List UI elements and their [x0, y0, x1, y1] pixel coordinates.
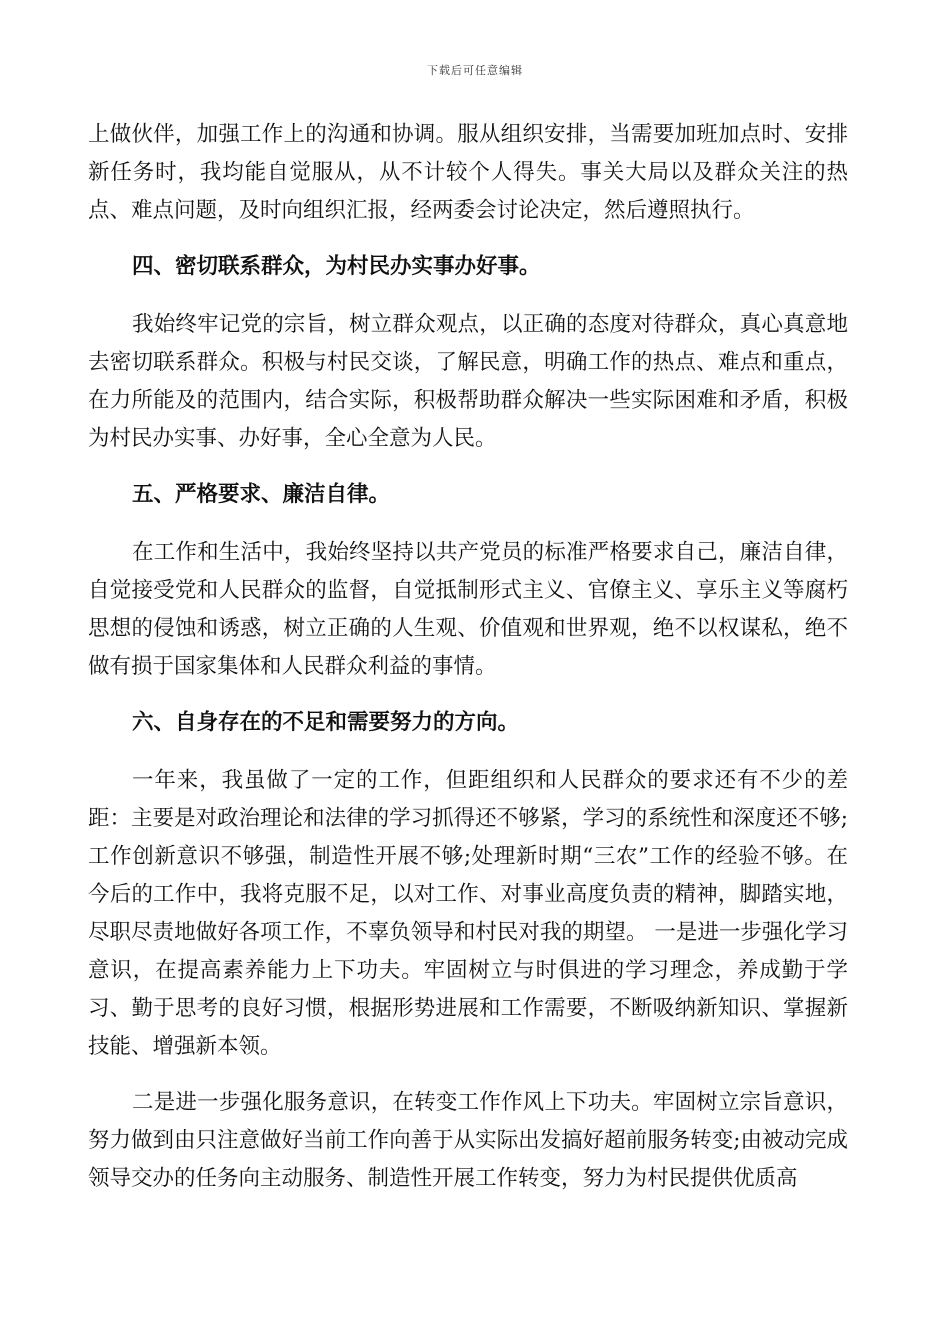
paragraph-continuation: 上做伙伴，加强工作上的沟通和协调。服从组织安排，当需要加班加点时、安排新任务时，我均能自觉服从，从不计较个人得失。事关大局以及群众关注的热点、难点问题，及时向组织汇报，经两委会讨论决定，然后遵照执行。 — [88, 122, 848, 223]
paragraph-gap — [88, 514, 848, 534]
document-body — [88, 116, 848, 1198]
paragraph-gap — [88, 1066, 848, 1084]
paragraph-section-5: 在工作和生活中，我始终坚持以共产党员的标准严格要求自己，廉洁自律，自觉接受党和人民群众的监督，自觉抵制形式主义、官僚主义、享乐主义等腐朽思想的侵蚀和诱惑，树立正确的人生观、价值观和世界观，绝不以权谋私，绝不做有损于国家集体和人民群众利益的事情。 — [88, 540, 848, 679]
paragraph-service-awareness: 二是进一步强化服务意识，在转变工作作风上下功夫。牢固树立宗旨意识，努力做到由只注意做好当前工作向善于从实际出发搞好超前服务转变;由被动完成领导交办的任务向主动服务、制造性开展工作转变，努力为村民提供优质高 — [88, 1090, 848, 1191]
paragraph-section-6: 一年来，我虽做了一定的工作，但距组织和人民群众的要求还有不少的差距：主要是对政治理论和法律的学习抓得还不够紧，学习的系统性和深度还不够;工作创新意识不够强，制造性开展不够;处理新时期“三农”工作的经验不够。在今后的工作中，我将克服不足，以对工作、对事业高度负责的精神，脚踏实地，尽职尽责地做好各项工作，不辜负领导和村民对我的期望。 一是进一步强化学习意识，在提高素养能力上下功夫。牢固树立与时俱进的学习理念，养成勤于学习、勤于思考的良好习惯，根据形势进展和工作需要，不断吸纳新知识、掌握新技能、增强新本领。 — [88, 768, 848, 1059]
section-heading-5: 五、严格要求、廉洁自律。 — [132, 482, 391, 507]
section-heading-4: 四、密切联系群众，为村民办实事办好事。 — [132, 254, 541, 279]
page-header: 下载后可任意编辑 — [427, 64, 523, 77]
paragraph-gap — [88, 230, 848, 248]
paragraph-section-4: 我始终牢记党的宗旨，树立群众观点，以正确的态度对待群众，真心真意地去密切联系群众。积极与村民交谈，了解民意，明确工作的热点、难点和重点，在力所能及的范围内，结合实际，积极帮助群众解决一些实际困难和矛盾，积极为村民办实事、办好事，全心全意为人民。 — [88, 312, 848, 451]
section-heading-6: 六、自身存在的不足和需要努力的方向。 — [132, 710, 520, 735]
paragraph-gap — [88, 286, 848, 306]
paragraph-gap — [88, 742, 848, 762]
paragraph-gap — [88, 458, 848, 476]
paragraph-gap — [88, 686, 848, 704]
